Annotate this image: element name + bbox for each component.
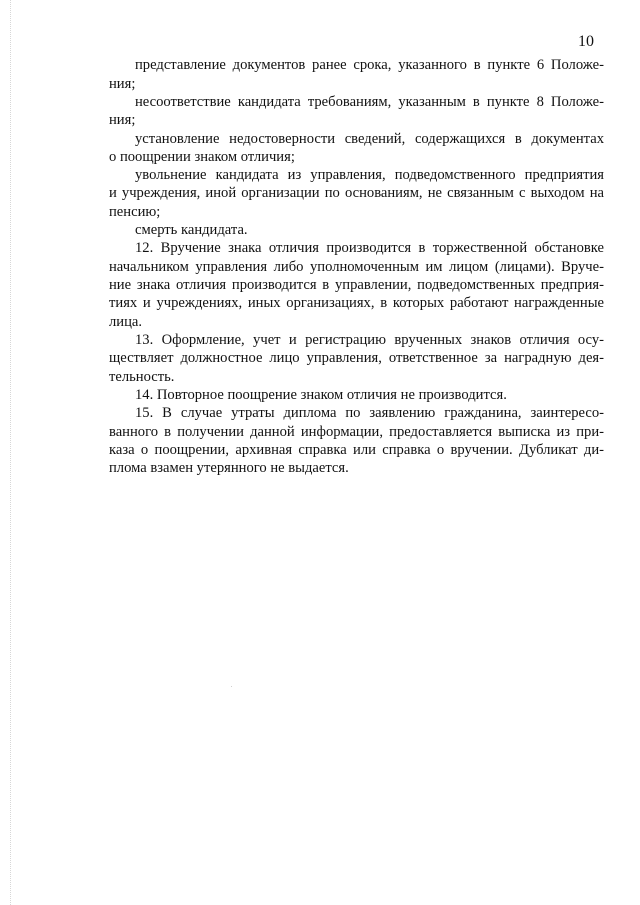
text-line: тиях и учреждениях, иных организациях, в которых работают награжденные [109, 295, 604, 311]
text-line: 14. Повторное поощрение знаком отличия не производится. [135, 387, 507, 403]
text-line: пенсию; [109, 204, 161, 220]
text-line: лица. [109, 314, 143, 330]
scan-speck [231, 686, 232, 687]
text-line: ванного в получении данной информации, предоставляется выписка из при- [109, 424, 604, 440]
text-line: несоответствие кандидата требованиям, указанным в пункте 8 Положе- [135, 94, 604, 110]
text-line: установление недостоверности сведений, содержащихся в документах [135, 131, 604, 147]
text-line: 15. В случае утраты диплома по заявлению гражданина, заинтересо- [135, 405, 604, 421]
text-line: и учреждения, иной организации по основаниям, не связанным с выходом на [109, 185, 604, 201]
text-line: плома взамен утерянного не выдается. [109, 460, 349, 476]
scan-margin-line [10, 0, 11, 905]
page-number: 10 [578, 33, 594, 50]
text-line: 12. Вручение знака отличия производится в торжественной обстановке [135, 240, 604, 256]
text-line: ния; [109, 112, 136, 128]
text-line: 13. Оформление, учет и регистрацию врученных знаков отличия осу- [135, 332, 604, 348]
text-line: увольнение кандидата из управления, подведомственного предприятия [135, 167, 604, 183]
text-line: ния; [109, 76, 136, 92]
text-line: каза о поощрении, архивная справка или справка о вручении. Дубликат ди- [109, 442, 604, 458]
text-line: представление документов ранее срока, указанного в пункте 6 Положе- [135, 57, 604, 73]
text-line: о поощрении знаком отличия; [109, 149, 295, 165]
text-line: тельность. [109, 369, 175, 385]
text-line: ние знака отличия производится в управлении, подведомственных предприя- [109, 277, 604, 293]
text-line: смерть кандидата. [135, 222, 248, 238]
text-line: начальником управления либо уполномоченным им лицом (лицами). Вруче- [109, 259, 604, 275]
text-line: ществляет должностное лицо управления, ответственное за наградную дея- [109, 350, 604, 366]
